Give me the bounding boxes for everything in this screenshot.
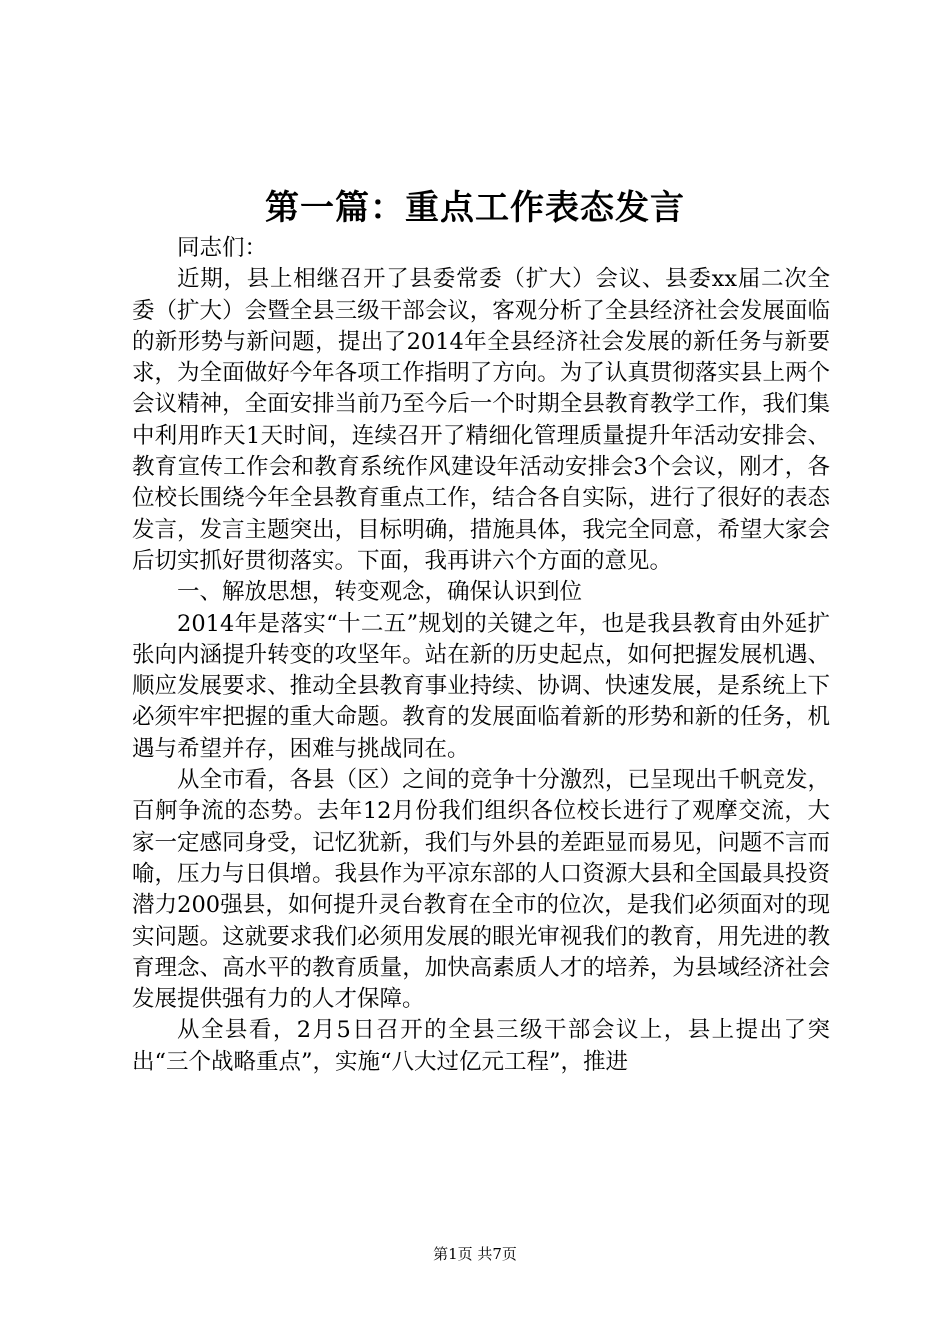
document-body xyxy=(132,233,830,1078)
paragraph-salutation: 同志们： xyxy=(177,235,268,261)
paragraph: 近期，县上相继召开了县委常委（扩大）会议、县委xx届二次全委（扩大）会暨全县三级干部会议，客观分析了全县经济社会发展面临的新形势与新问题，提出了2014年全县经济社会发展的新任务与新要求，为全面做好今年各项工作指明了方向。为了认真贯彻落实县上两个会议精神，全面安排当前乃至今后一个时期全县教育教学工作，我们集中利用昨天1天时间，连续召开了精细化管理质量提升年活动安排会、教育宣传工作会和教育系统作风建设年活动安排会3个会议，刚才，各位校长围绕今年全县教育重点工作，结合各自实际，进行了很好的表态发言，发言主题突出，目标明确，措施具体，我完全同意，希望大家会后切实抓好贯彻落实。下面，我再讲六个方面的意见。 xyxy=(132,266,830,574)
section-heading: 一、解放思想，转变观念，确保认识到位 xyxy=(177,579,583,606)
document-title: 第一篇：重点工作表态发言 xyxy=(265,188,685,228)
paragraph: 从全市看，各县（区）之间的竞争十分激烈，已呈现出千帆竞发，百舸争流的态势。去年12月份我们组织各位校长进行了观摩交流，大家一定感同身受，记忆犹新，我们与外县的差距显而易见，问题不言而喻，压力与日俱增。我县作为平凉东部的人口资源大县和全国最具投资潜力200强县，如何提升灵台教育在全市的位次，是我们必须面对的现实问题。这就要求我们必须用发展的眼光审视我们的教育，用先进的教育理念、高水平的教育质量，加快高素质人才的培养，为县域经济社会发展提供强有力的人才保障。 xyxy=(132,767,830,1013)
page-footer: 第1页 共7页 xyxy=(433,1245,517,1263)
paragraph: 从全县看，2月5日召开的全县三级干部会议上，县上提出了突出“三个战略重点”，实施“八大过亿元工程”，推进 xyxy=(132,1017,830,1075)
paragraph: 2014年是落实“十二五”规划的关键之年，也是我县教育由外延扩张向内涵提升转变的攻坚年。站在新的历史起点，如何把握发展机遇、顺应发展要求、推动全县教育事业持续、协调、快速发展，是系统上下必须牢牢把握的重大命题。教育的发展面临着新的形势和新的任务，机遇与希望并存，困难与挑战同在。 xyxy=(132,610,830,762)
